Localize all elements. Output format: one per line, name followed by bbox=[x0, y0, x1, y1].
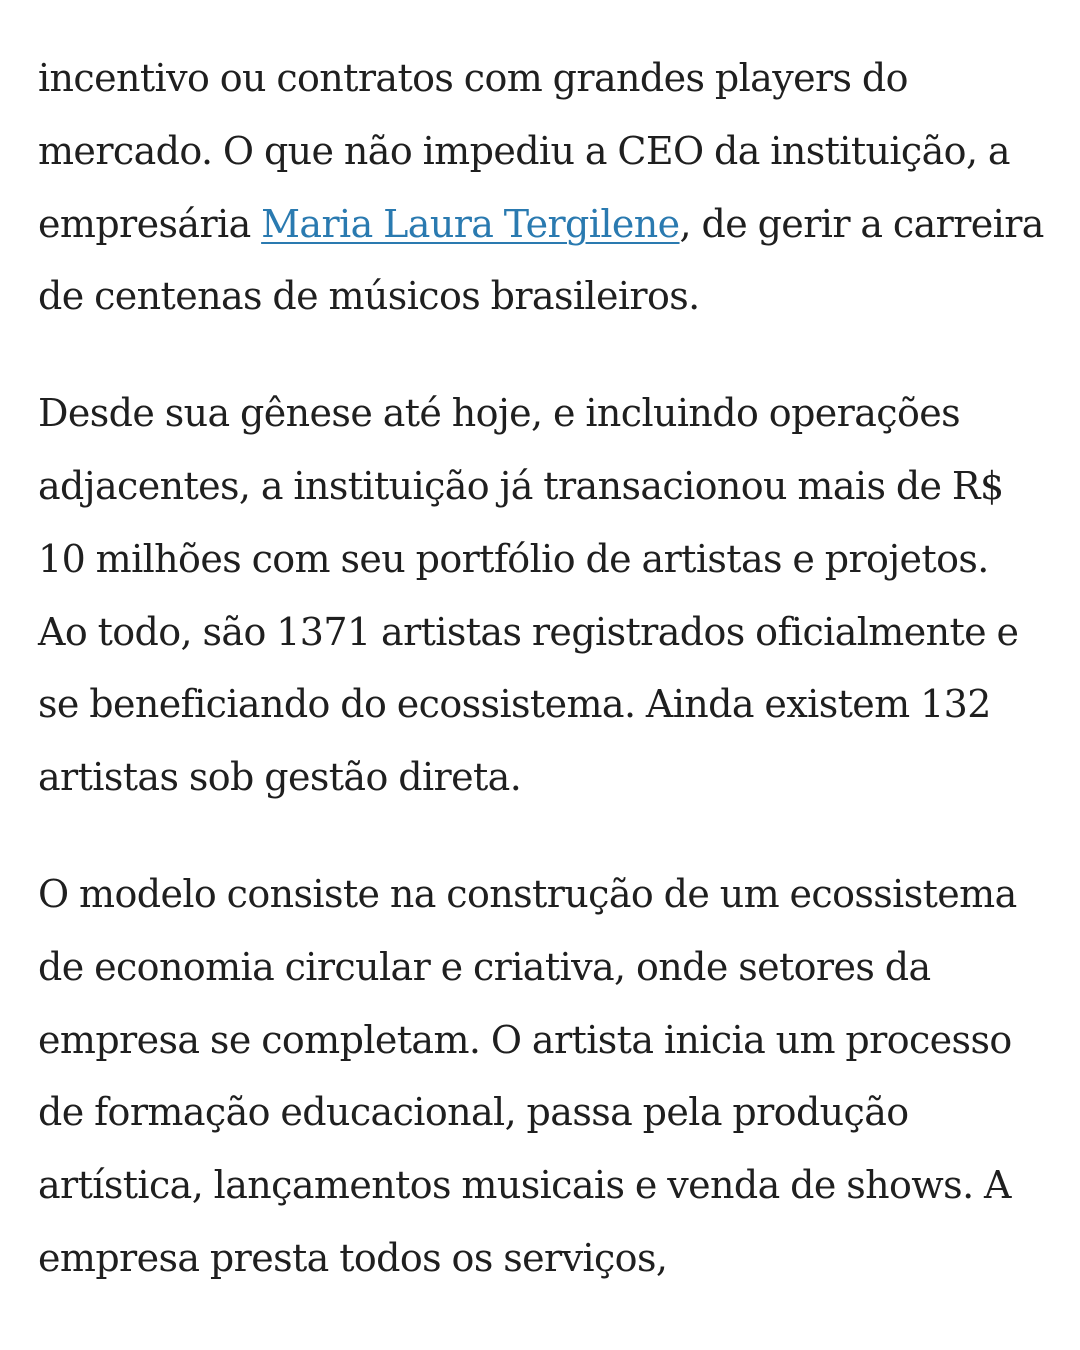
paragraph-1-text-before-link: incentivo ou contratos com grandes players do mercado. O que não impediu a CEO da instituição, a empresária bbox=[38, 56, 1010, 246]
paragraph-1 bbox=[38, 42, 1048, 333]
paragraph-1-text-after-link: , de gerir a carreira de centenas de músicos brasileiros. bbox=[38, 201, 1044, 319]
paragraph-2: Desde sua gênese até hoje, e incluindo operações adjacentes, a instituição já transacionou mais de R$ 10 milhões com seu portfólio de artistas e projetos. Ao todo, são 1371 artistas registrados oficialmente e se beneficiando do ecossistema. Ainda existem 132 artistas sob gestão direta. bbox=[38, 391, 1019, 800]
article-body bbox=[38, 42, 1048, 1339]
person-link-maria-laura-tergilene[interactable]: Maria Laura Tergilene bbox=[261, 201, 680, 246]
paragraph-3: O modelo consiste na construção de um ecossistema de economia circular e criativa, onde setores da empresa se completam. O artista inicia um processo de formação educacional, passa pela produção artística, lançamentos musicais e venda de shows. A empresa presta todos os serviços, bbox=[38, 871, 1017, 1280]
